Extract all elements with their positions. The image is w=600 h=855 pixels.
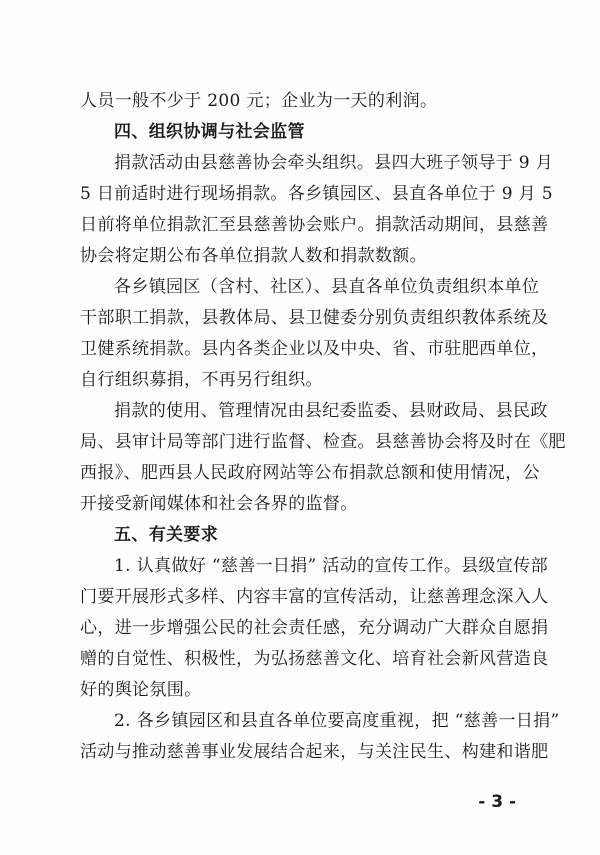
text-line: 干部职工捐款，县教体局、县卫健委分别负责组织教体系统及 [80,308,549,328]
text-line: 门要开展形式多样、内容丰富的宣传活动，让慈善理念深入人 [80,587,549,607]
text-line: 捐款活动由县慈善协会牵头组织。县四大班子领导于 9 月 [114,153,554,173]
section-heading: 五、有关要求 [114,525,219,545]
text-line: 日前将单位捐款汇至县慈善协会账户。捐款活动期间，县慈善 [80,215,549,235]
text-line: 各乡镇园区（含村、社区）、县直各单位负责组织本单位 [114,277,540,297]
text-line: 心，进一步增强公民的社会责任感，充分调动广大群众自愿捐 [80,618,549,638]
text-line: 1. 认真做好 “慈善一日捐” 活动的宣传工作。县级宣传部 [114,556,548,576]
text-line: 2. 各乡镇园区和县直各单位要高度重视，把 “慈善一日捐” [114,711,560,731]
text-line: 自行组织募捐，不再另行组织。 [80,370,323,390]
text-line: 人员一般不少于 200 元；企业为一天的利润。 [80,91,438,111]
text-line: 局、县审计局等部门进行监督、检查。县慈善协会将及时在《肥 [80,432,566,452]
text-line: 开接受新闻媒体和社会各界的监督。 [80,494,358,514]
text-line: 捐款的使用、管理情况由县纪委监委、县财政局、县民政 [114,401,548,421]
text-line: 活动与推动慈善事业发展结合起来，与关注民生、构建和谐肥 [80,742,549,762]
text-line: 5 日前适时进行现场捐款。各乡镇园区、县直各单位于 9 月 5 [80,184,553,204]
text-line: 赠的自觉性、积极性，为弘扬慈善文化、培育社会新风营造良 [80,649,549,669]
page-number: - 3 - [478,792,516,812]
section-heading: 四、组织协调与社会监管 [114,122,305,142]
text-line: 西报》、肥西县人民政府网站等公布捐款总额和使用情况，公 [80,463,540,483]
text-line: 卫健系统捐款。县内各类企业以及中央、省、市驻肥西单位， [80,339,549,359]
document-body [80,86,566,768]
text-line: 协会将定期公布各单位捐款人数和捐款数额。 [80,246,427,266]
text-line: 好的舆论氛围。 [80,680,202,700]
